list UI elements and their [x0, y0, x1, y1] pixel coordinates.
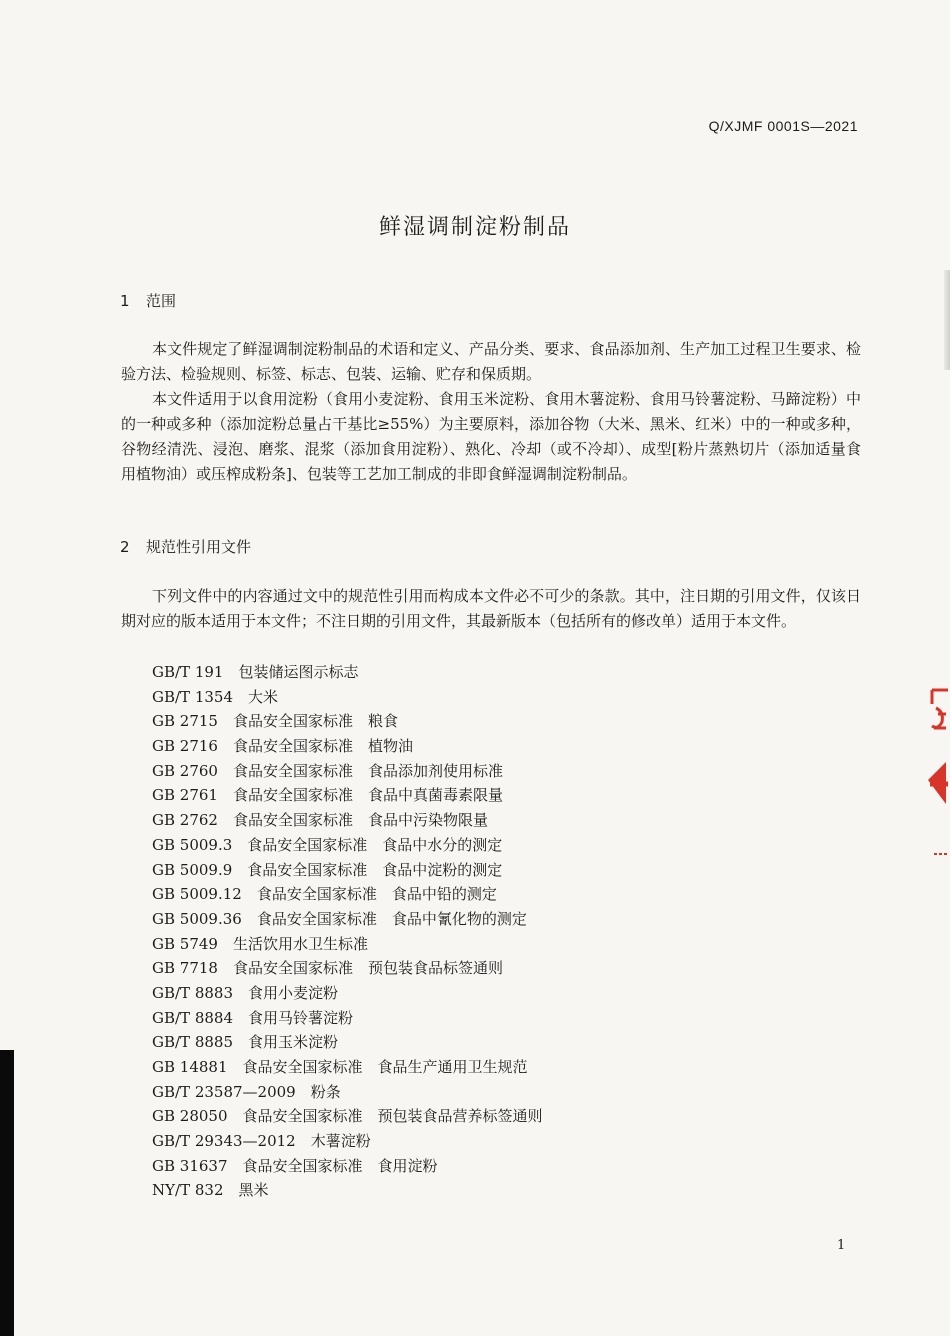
section-title: 范围	[146, 292, 177, 310]
section-title: 规范性引用文件	[146, 538, 252, 556]
reference-code: GB 5009.9	[152, 860, 233, 879]
reference-title: 食品安全国家标准 植物油	[232, 737, 413, 756]
references-intro-paragraph: 下列文件中的内容通过文中的规范性引用而构成本文件必不可少的条款。其中，注日期的引用文件，仅该日期对应的版本适用于本文件；不注日期的引用文件，其最新版本（包括所有的修改单）适用于本文件。	[121, 587, 861, 630]
reference-item	[152, 1055, 543, 1080]
reference-title: 食品安全国家标准 食品添加剂使用标准	[232, 761, 503, 780]
reference-code: GB 28050	[152, 1107, 228, 1126]
reference-item	[152, 808, 543, 833]
reference-item	[152, 1104, 543, 1129]
reference-list	[152, 660, 543, 1203]
reference-item	[152, 1080, 543, 1105]
reference-item	[152, 783, 543, 808]
reference-code: GB/T 8885	[152, 1033, 234, 1052]
section-number: 1	[120, 292, 130, 310]
scan-right-edge	[944, 270, 950, 370]
seal-stamp-fragment	[918, 684, 950, 860]
reference-title: 食用小麦淀粉	[248, 983, 339, 1002]
reference-code: GB 14881	[152, 1058, 228, 1076]
page-title: 鲜湿调制淀粉制品	[378, 215, 571, 240]
reference-item	[152, 759, 543, 784]
scan-black-edge	[0, 1050, 14, 1336]
reference-code: GB 5749	[152, 934, 218, 953]
document-code: Q/XJMF 0001S—2021	[708, 118, 858, 134]
reference-item	[152, 734, 543, 759]
reference-item	[152, 1006, 543, 1031]
reference-item	[152, 981, 543, 1006]
reference-title: 食品安全国家标准 食品中真菌毒素限量	[232, 786, 503, 805]
reference-code: GB 2762	[152, 811, 218, 830]
reference-item	[152, 858, 543, 883]
reference-item	[152, 709, 543, 734]
reference-code: GB 2716	[152, 737, 218, 756]
page-number: 1	[837, 1238, 846, 1253]
reference-code: GB/T 1354	[152, 687, 234, 706]
reference-title: 食品安全国家标准 食品中水分的测定	[247, 835, 503, 854]
reference-title: 食品安全国家标准 食用淀粉	[242, 1156, 438, 1175]
reference-item	[152, 1154, 543, 1179]
reference-title: 食品安全国家标准 食品中污染物限量	[232, 811, 488, 830]
reference-title: 粉条	[310, 1082, 341, 1101]
reference-title: 食品安全国家标准 预包装食品标签通则	[232, 959, 503, 978]
reference-title: 食用玉米淀粉	[248, 1033, 339, 1052]
reference-title: 食用马铃薯淀粉	[248, 1008, 354, 1027]
reference-item	[152, 833, 543, 858]
section-2-heading	[120, 536, 251, 557]
section-number: 2	[120, 538, 130, 556]
reference-title: 黑米	[238, 1181, 269, 1200]
reference-title: 食品安全国家标准 食品中氰化物的测定	[256, 909, 527, 928]
reference-code: GB 5009.12	[152, 885, 242, 904]
reference-code: GB/T 8883	[152, 983, 234, 1002]
reference-item	[152, 882, 543, 907]
reference-code: GB/T 8884	[152, 1008, 234, 1027]
reference-item	[152, 932, 543, 957]
reference-title: 大米	[248, 687, 279, 706]
reference-code: GB 5009.36	[152, 909, 242, 928]
reference-title: 食品安全国家标准 预包装食品营养标签通则	[242, 1107, 543, 1126]
reference-title: 食品安全国家标准 粮食	[232, 712, 398, 731]
reference-code: NY/T 832	[152, 1181, 224, 1200]
reference-title: 食品安全国家标准 食品中淀粉的测定	[247, 860, 503, 879]
reference-title: 生活饮用水卫生标准	[232, 934, 368, 953]
section-1-heading	[120, 290, 176, 311]
reference-title: 食品安全国家标准 食品中铅的测定	[256, 885, 497, 904]
reference-title: 包装储运图示标志	[238, 663, 359, 681]
reference-item	[152, 660, 543, 685]
reference-code: GB 5009.3	[152, 835, 233, 854]
reference-item	[152, 1178, 543, 1203]
scope-paragraph-1: 本文件规定了鲜湿调制淀粉制品的术语和定义、产品分类、要求、食品添加剂、生产加工过程卫生要求、检验方法、检验规则、标签、标志、包装、运输、贮存和保质期。	[121, 340, 861, 383]
reference-item	[152, 1129, 543, 1154]
reference-code: GB 7718	[152, 959, 218, 978]
reference-item	[152, 956, 543, 981]
reference-item	[152, 685, 543, 710]
reference-title: 食品安全国家标准 食品生产通用卫生规范	[242, 1058, 528, 1076]
reference-code: GB/T 191	[152, 663, 224, 681]
reference-code: GB 2760	[152, 761, 218, 780]
reference-code: GB 2761	[152, 786, 218, 805]
reference-item	[152, 907, 543, 932]
reference-code: GB/T 29343—2012	[152, 1132, 296, 1151]
reference-code: GB/T 23587—2009	[152, 1082, 296, 1101]
reference-code: GB 2715	[152, 712, 218, 731]
reference-code: GB 31637	[152, 1156, 228, 1175]
reference-title: 木薯淀粉	[310, 1132, 371, 1151]
reference-item	[152, 1030, 543, 1055]
scope-paragraph-2: 本文件适用于以食用淀粉（食用小麦淀粉、食用玉米淀粉、食用木薯淀粉、食用马铃薯淀粉、马蹄淀粉）中的一种或多种（添加淀粉总量占干基比≥55%）为主要原料，添加谷物（大米、黑米、红米）中的一种或多种，谷物经清洗、浸泡、磨浆、混浆（添加食用淀粉）、熟化、冷却（或不冷却）、成型[粉片蒸熟切片（添加适量食用植物油）或压榨成粉条]、包装等工艺加工制成的非即食鲜湿调制淀粉制品。	[121, 390, 861, 483]
